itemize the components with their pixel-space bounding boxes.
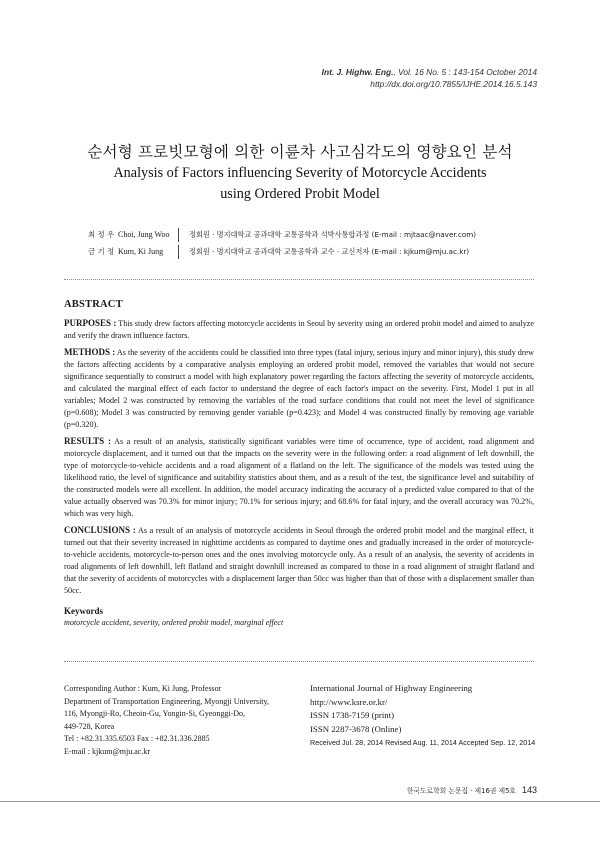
title-english-line2: using Ordered Probit Model (220, 186, 380, 202)
footer-divider (64, 661, 534, 662)
correspondence-author: Corresponding Author : Kum, Ki Jung, Professor (64, 684, 222, 693)
footer-journal-text: 한국도로학회 논문집 · 제16권 제5호 (406, 787, 516, 795)
keywords-list: motorcycle accident, severity, ordered probit model, marginal effect (64, 618, 284, 627)
purposes-label: PURPOSES : (64, 318, 117, 328)
correspondence-postcode: 449-728, Korea (64, 721, 115, 731)
title-english-line1: Analysis of Factors influencing Severity of Motorcycle Accidents (113, 165, 487, 181)
abstract-section (64, 299, 534, 629)
author-name-korean: 금 기 정 (88, 247, 115, 256)
author-affiliation: 정회원 · 명지대학교 공과대학 교통공학과 교수 · 교신저자 (E-mail : kjkum@mju.ac.kr) (189, 247, 470, 256)
correspondence-department: Department of Transportation Engineering, Myongji University, (64, 696, 270, 706)
section-divider (64, 279, 534, 280)
purposes-text: This study drew factors affecting motorcycle accidents in Seoul by severity using an ordered probit model and aimed to analyze and verify the drawn influence factors. (64, 319, 534, 340)
conclusions-text: As a result of an analysis of motorcycle accidents in Seoul through the ordered probit model and the marginal effect, it turned out that their severity increased in nighttime accidents as compared to daytime ones and gradually increased in the order of motorcycle-to-vehicle accidents, motorcycle-to-person ones and the ones involving motorcycle only. As a result of an analysis, the severity of accidents in road alignments of left downhill, left flatland and straight downhill increased as compared to those in a road alignment of straight flatland and that the severity of accidents of motorcycles with a displacement larger than 50cc was higher than that of those with a displacement smaller than 50cc. (64, 526, 534, 595)
author-separator (178, 228, 179, 242)
author-name-english: Choi, Jung Woo (118, 230, 170, 239)
page-footer (407, 785, 537, 795)
issn-online: ISSN 2287-3678 (Online) (310, 723, 402, 734)
journal-doi[interactable]: http://dx.doi.org/10.7855/IJHE.2014.16.5.143 (370, 79, 537, 89)
correspondence-block (64, 683, 294, 758)
author-name-korean: 최 정 우 (88, 230, 115, 239)
author-affiliation: 정회원 · 명지대학교 공과대학 교통공학과 석박사통합과정 (E-mail : mjtaac@naver.com) (189, 230, 477, 239)
methods-text: As the severity of the accidents could be classified into three types (fatal injury, serious injury and minor injury), this study drew the factors affecting accidents by a comparative analysis employing an ordered probit model, removed the variables that would not secure significance sequentially to construct a model with high explanatory power regarding the factors affecting the severity of motorcycle accidents, and calculated the marginal effect of each factor to understand the degree of each factor's impact on the severity. First, Model 1 put in all variables; Model 2 was constructed by removing the variables of the road surface conditions that could not meet the level of significance (p=0.608); Model 3 was constructed by removing gender variable (p=0.423); and Model 4 was constructed finally by removing age variable (p=0.320). (64, 348, 534, 429)
journal-name: International Journal of Highway Engineering (310, 683, 473, 693)
keywords-heading: Keywords (64, 606, 103, 616)
correspondence-email[interactable]: E-mail : kjkum@mju.ac.kr (64, 746, 151, 756)
results-text: As a result of an analysis, statistically significant variables were time of occurrence, type of accident, road alignment and motorcycle displacement, and it turned out that the impacts on the severity were in the following order: a road alignment of left downhill, the type of motorcycle-to-vehicle accidents and a road alignment of a flatland on the left. The significance of the models was tested using the likelihood ratio, the level of significance and suitability statistics about them, and as a result of the test, the significance level and suitability of the constructed models were all excellent. In addition, the model accuracy indicating the accuracy of a predicted value compared to that of the value actually observed was 70.3% for minor injury; 70.1% for serious injury; and 68.6% for fatal injury, and the overall accuracy was 70.2%, which was very high. (64, 437, 534, 518)
abstract-heading: ABSTRACT (64, 299, 123, 310)
abstract-methods (64, 346, 534, 431)
journal-volume-line (322, 66, 537, 78)
title-english (0, 163, 600, 205)
abstract-results (64, 435, 534, 520)
footer-rule (0, 801, 600, 802)
abstract-conclusions (64, 524, 534, 597)
author-name-english: Kum, Ki Jung (118, 247, 164, 256)
journal-url[interactable]: http://www.ksre.or.kr/ (310, 696, 388, 707)
results-label: RESULTS : (64, 436, 111, 446)
journal-abbrev: Int. J. Highw. Eng. (321, 67, 394, 77)
title-korean: 순서형 프로빗모형에 의한 이륜차 사고심각도의 영향요인 분석 (87, 143, 513, 161)
received-dates: Received Jul. 28, 2014 Revised Aug. 11, 2014 Accepted Sep. 12, 2014 (310, 738, 536, 747)
author-row (88, 243, 538, 260)
journal-block (310, 682, 540, 750)
page-number: 143 (521, 785, 537, 795)
methods-label: METHODS : (64, 347, 116, 357)
abstract-purposes (64, 317, 534, 342)
correspondence-address: 116, Myongji-Ro, Cheoin-Gu, Yongin-Si, Gyeonggi-Do, (64, 709, 246, 718)
journal-volume: , Vol. 16 No. 5 : 143-154 October 2014 (393, 67, 537, 77)
journal-citation (322, 66, 537, 90)
issn-print: ISSN 1738-7159 (print) (310, 710, 395, 720)
author-separator (178, 245, 179, 259)
conclusions-label: CONCLUSIONS : (64, 525, 136, 535)
author-list (88, 226, 538, 260)
author-row (88, 226, 538, 243)
correspondence-phone: Tel : +82.31.335.6503 Fax : +82.31.336.2885 (64, 734, 210, 743)
